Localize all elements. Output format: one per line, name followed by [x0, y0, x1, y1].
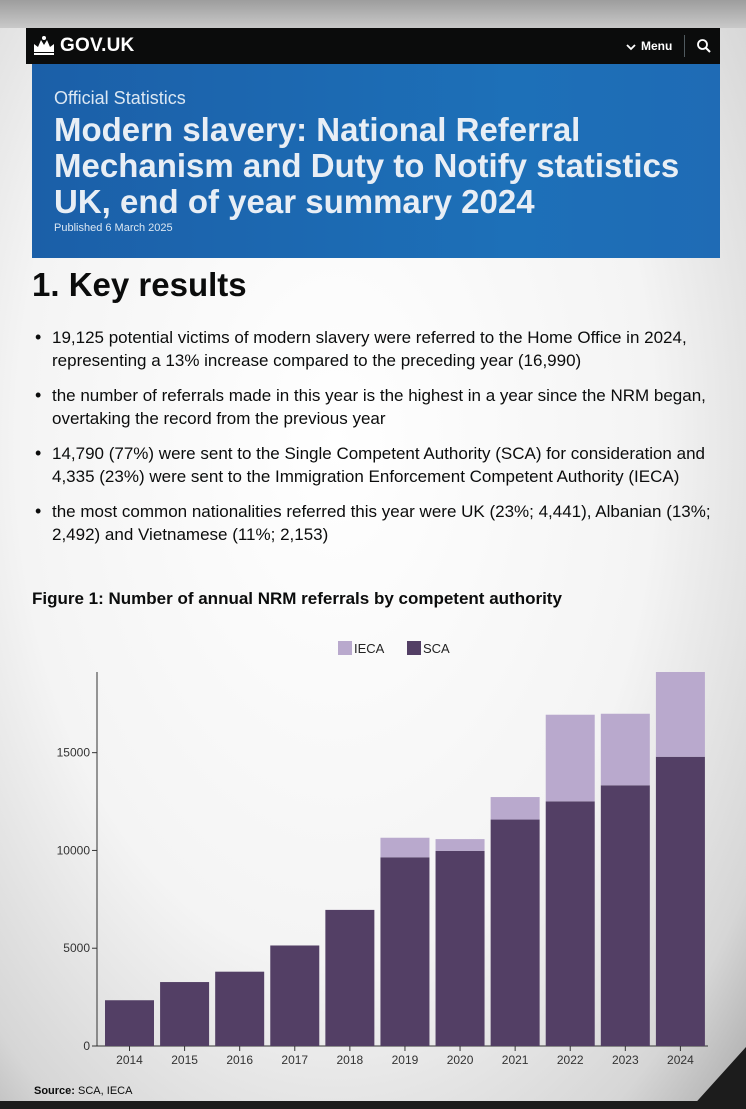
y-tick-label: 15000 — [56, 745, 90, 760]
search-icon[interactable] — [696, 38, 712, 59]
bar-sca-2014 — [105, 1000, 154, 1046]
bar-ieca-2024 — [656, 672, 705, 757]
legend-swatch-sca — [407, 641, 421, 655]
published-date: Published 6 March 2025 — [54, 222, 173, 234]
x-tick-label: 2024 — [667, 1053, 694, 1067]
y-tick-label: 5000 — [63, 941, 90, 956]
list-item: • the most common nationalities referred this year were UK (23%; 4,441), Albanian (13%; 2,492) and Vietnamese (11%; 2,153) — [52, 500, 724, 546]
bar-sca-2017 — [270, 945, 319, 1046]
bar-sca-2021 — [491, 820, 540, 1046]
govuk-logo-text[interactable]: GOV.UK — [60, 35, 135, 56]
header-divider — [684, 35, 685, 57]
title-banner — [32, 64, 720, 258]
photo-frame-corner — [690, 1047, 746, 1109]
x-tick-label: 2019 — [391, 1053, 419, 1067]
x-tick-label: 2018 — [336, 1053, 364, 1067]
referrals-bar-chart — [0, 630, 746, 1070]
x-tick-label: 2015 — [171, 1053, 198, 1067]
source-label: Source: — [34, 1085, 75, 1097]
x-tick-label: 2023 — [611, 1053, 639, 1067]
bar-sca-2022 — [546, 801, 595, 1046]
x-tick-label: 2022 — [556, 1053, 584, 1067]
bar-sca-2024 — [656, 757, 705, 1046]
source-text: SCA, IECA — [78, 1085, 133, 1097]
y-tick-label: 10000 — [56, 843, 90, 858]
bar-sca-2023 — [601, 785, 650, 1046]
legend-label-sca: SCA — [423, 641, 450, 656]
chevron-down-icon — [626, 39, 636, 57]
x-tick-label: 2016 — [226, 1053, 254, 1067]
x-tick-label: 2021 — [501, 1053, 529, 1067]
bar-sca-2020 — [436, 851, 485, 1046]
section-heading: 1. Key results — [32, 266, 247, 303]
govuk-header — [26, 28, 720, 64]
bar-sca-2019 — [380, 857, 429, 1046]
bar-ieca-2019 — [380, 838, 429, 858]
crown-icon[interactable] — [32, 35, 56, 60]
x-tick-label: 2017 — [281, 1053, 309, 1067]
photo-frame-top — [0, 0, 746, 28]
legend-label-ieca: IECA — [354, 641, 385, 656]
bar-ieca-2021 — [491, 797, 540, 819]
y-tick-label: 0 — [83, 1039, 90, 1053]
bar-sca-2018 — [325, 910, 374, 1046]
legend-swatch-ieca — [338, 641, 352, 655]
figure-title: Figure 1: Number of annual NRM referrals by competent authority — [32, 589, 562, 608]
key-results-list — [52, 326, 724, 558]
x-tick-label: 2014 — [116, 1053, 143, 1067]
bar-sca-2015 — [160, 982, 209, 1046]
figure-source — [34, 1085, 132, 1097]
list-item: • 14,790 (77%) were sent to the Single Competent Authority (SCA) for consideration and 4,335 (23%) were sent to the Immigration Enforcement Competent Authority (IECA) — [52, 442, 724, 488]
bar-sca-2016 — [215, 972, 264, 1046]
menu-button[interactable]: Menu — [641, 39, 673, 53]
photo-frame-bottom — [0, 1101, 746, 1109]
x-tick-label: 2020 — [446, 1053, 474, 1067]
document-type-label: Official Statistics — [54, 88, 186, 108]
page-title: Modern slavery: National Referral Mechanism and Duty to Notify statistics UK, end of year summary 2024 — [54, 111, 680, 220]
bar-ieca-2023 — [601, 714, 650, 786]
list-item: • the number of referrals made in this year is the highest in a year since the NRM began, overtaking the record from the previous year — [52, 384, 724, 430]
bar-ieca-2020 — [436, 839, 485, 851]
bar-ieca-2022 — [546, 715, 595, 802]
list-item: • 19,125 potential victims of modern slavery were referred to the Home Office in 2024, representing a 13% increase compared to the preceding year (16,990) — [52, 326, 724, 372]
